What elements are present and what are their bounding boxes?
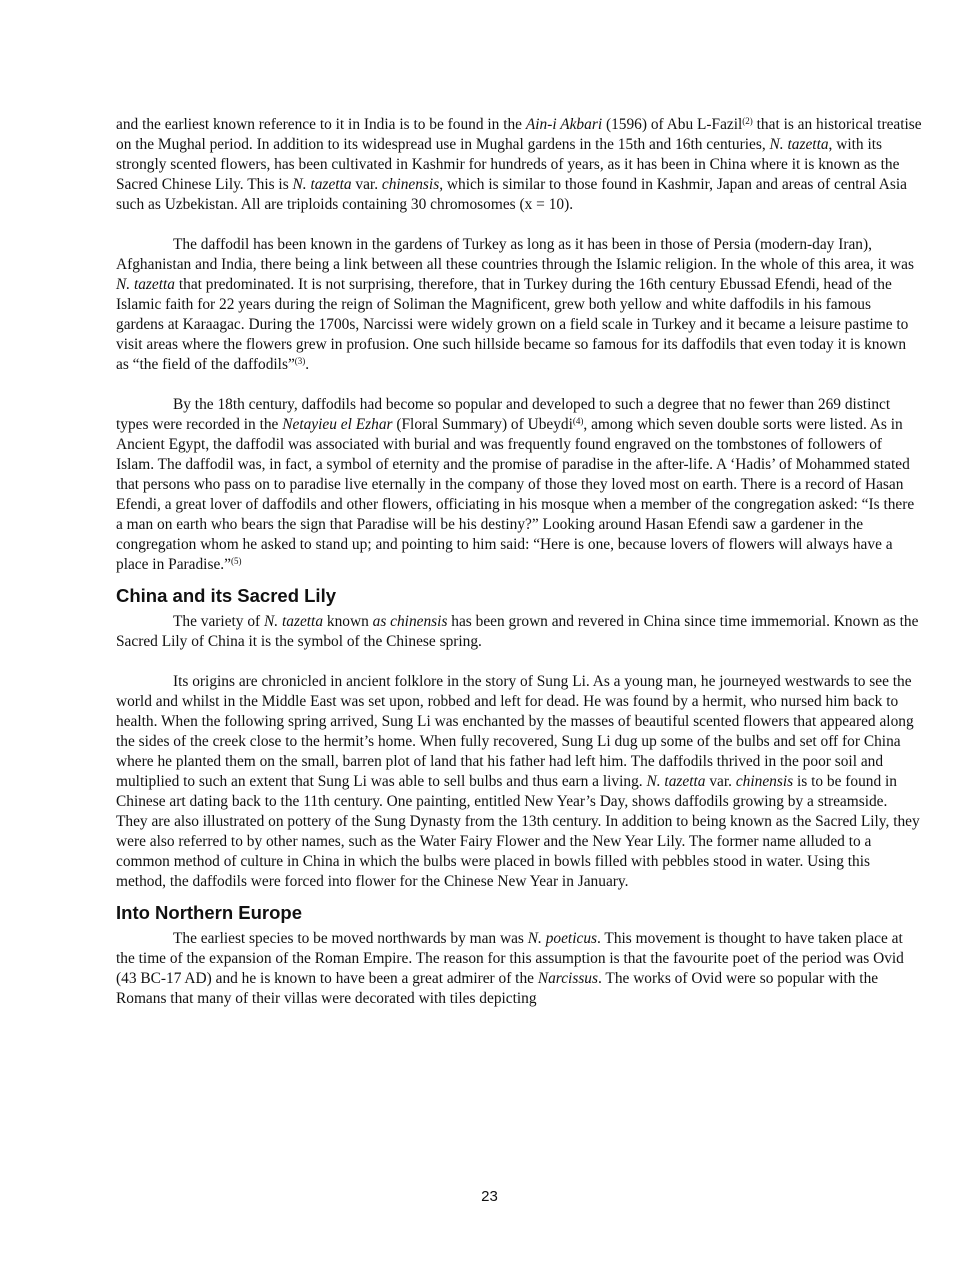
paragraph-turkey: The daffodil has been known in the gardens of Turkey as long as it has been in those of Persia (modern-day Iran), Afghanistan and India, there being a link between all these countries through the Islamic religion. In the whole of this area, it was N. tazetta that predominated. It is not surprising, therefore, that in Turkey during the 16th century Ebussad Efendi, head of the Islamic faith for 22 years during the reign of Soliman the Magnificent, grew both yellow and white daffodils in his famous gardens at Karaagac. During the 1700s, Narcissi were widely grown on a field scale in Turkey and it became a leisure pastime to visit areas where the flowers grew in profusion. One such hillside became so famous for its daffodils that even today it is known as “the field of the daffodils”$^{(3)}$. xyxy=(116,236,914,373)
paragraph-ain-i-akbari: and the earliest known reference to it in India is to be found in the Ain-i Akbari (1596) of Abu L-Fazil$^{(2)}$ that is an historical treatise on the Mughal period. In addition to its widespread use in Mughal gardens in the 15th and 16th centuries, N. tazetta, with its strongly scented flowers, has been cultivated in Kashmir for hundreds of years, as it has been in China where it is known as the Sacred Chinese Lily. This is N. tazetta var. chinensis, which is similar to those found in Kashmir, Japan and areas of central Asia such as Uzbekistan. All are triploids containing 30 chromosomes (x = 10). xyxy=(116,116,922,213)
paragraph-sung-li: Its origins are chronicled in ancient folklore in the story of Sung Li. As a young man, he journeyed westwards to see the world and whilst in the Middle East was set upon, robbed and left for dead. He was found by a hermit, who nursed him back to health. When the following spring arrived, Sung Li was enchanted by the masses of beautiful scented flowers that appeared along the sides of the creek close to the hermit’s home. When fully recovered, Sung Li dug up some of the bulbs and set off for China where he planted them on the small, barren plot of land that his father had left him. The daffodils thrived in the poor soil and multiplied to such an extent that Sung Li was able to sell bulbs and thus earn a living. N. tazetta var. chinensis is to be found in Chinese art dating back to the 11th century. One painting, entitled New Year’s Day, shows daffodils growing by a streamside. They are also illustrated on pottery of the Sung Dynasty from the 13th century. In addition to being known as the Sacred Lily, they were also referred to by other names, such as the Water Fairy Flower and the New Year Lily. The former name alluded to a common method of culture in China in which the bulbs were placed in bowls filled with pebbles stood in water. Using this method, the daffodils were forced into flower for the Chinese New Year in January. xyxy=(116,673,920,890)
section-heading-china: China and its Sacred Lily xyxy=(116,585,337,606)
paragraph-18th-century: By the 18th century, daffodils had become so popular and developed to such a degree that no fewer than 269 distinct types were recorded in the Netayieu el Ezhar (Floral Summary) of Ubeydi$^{(4)}$, among which seven double sorts were listed. As in Ancient Egypt, the daffodil was associated with burial and was frequently found engraved on the tombstones of followers of Islam. The daffodil was, in fact, a symbol of eternity and the promise of paradise in the after-life. A ‘Hadis’ of Mohammed stated that persons who pass on to paradise live eternally in the company of those they loved most on earth. There is a record of Hasan Efendi, a great lover of daffodils and other flowers, officiating in his mosque when a member of the congregation asked: “Is there a man on earth who bears the sign that Paradise will be his destiny?” Looking around Hasan Efendi saw a gardener in the congregation whom he asked to stand up; and pointing to him said: “Here is one, because lovers of flowers will always have a place in Paradise.”$^{(5)}$ xyxy=(116,396,915,573)
section-heading-northern-europe: Into Northern Europe xyxy=(116,902,303,923)
paragraph-chinensis: The variety of N. tazetta known as chinensis has been grown and revered in China since time immemorial. Known as the Sacred Lily of China it is the symbol of the Chinese spring. xyxy=(116,613,919,650)
page-body xyxy=(116,115,922,1009)
page-number: 23 xyxy=(481,1188,498,1205)
paragraph-poeticus: The earliest species to be moved northwards by man was N. poeticus. This movement is thought to have taken place at the time of the expansion of the Roman Empire. The reason for this assumption is that the favourite poet of the period was Ovid (43 BC-17 AD) and he is known to have been a great admirer of the Narcissus. The works of Ovid were so popular with the Romans that many of their villas were decorated with tiles depicting xyxy=(116,930,904,1007)
